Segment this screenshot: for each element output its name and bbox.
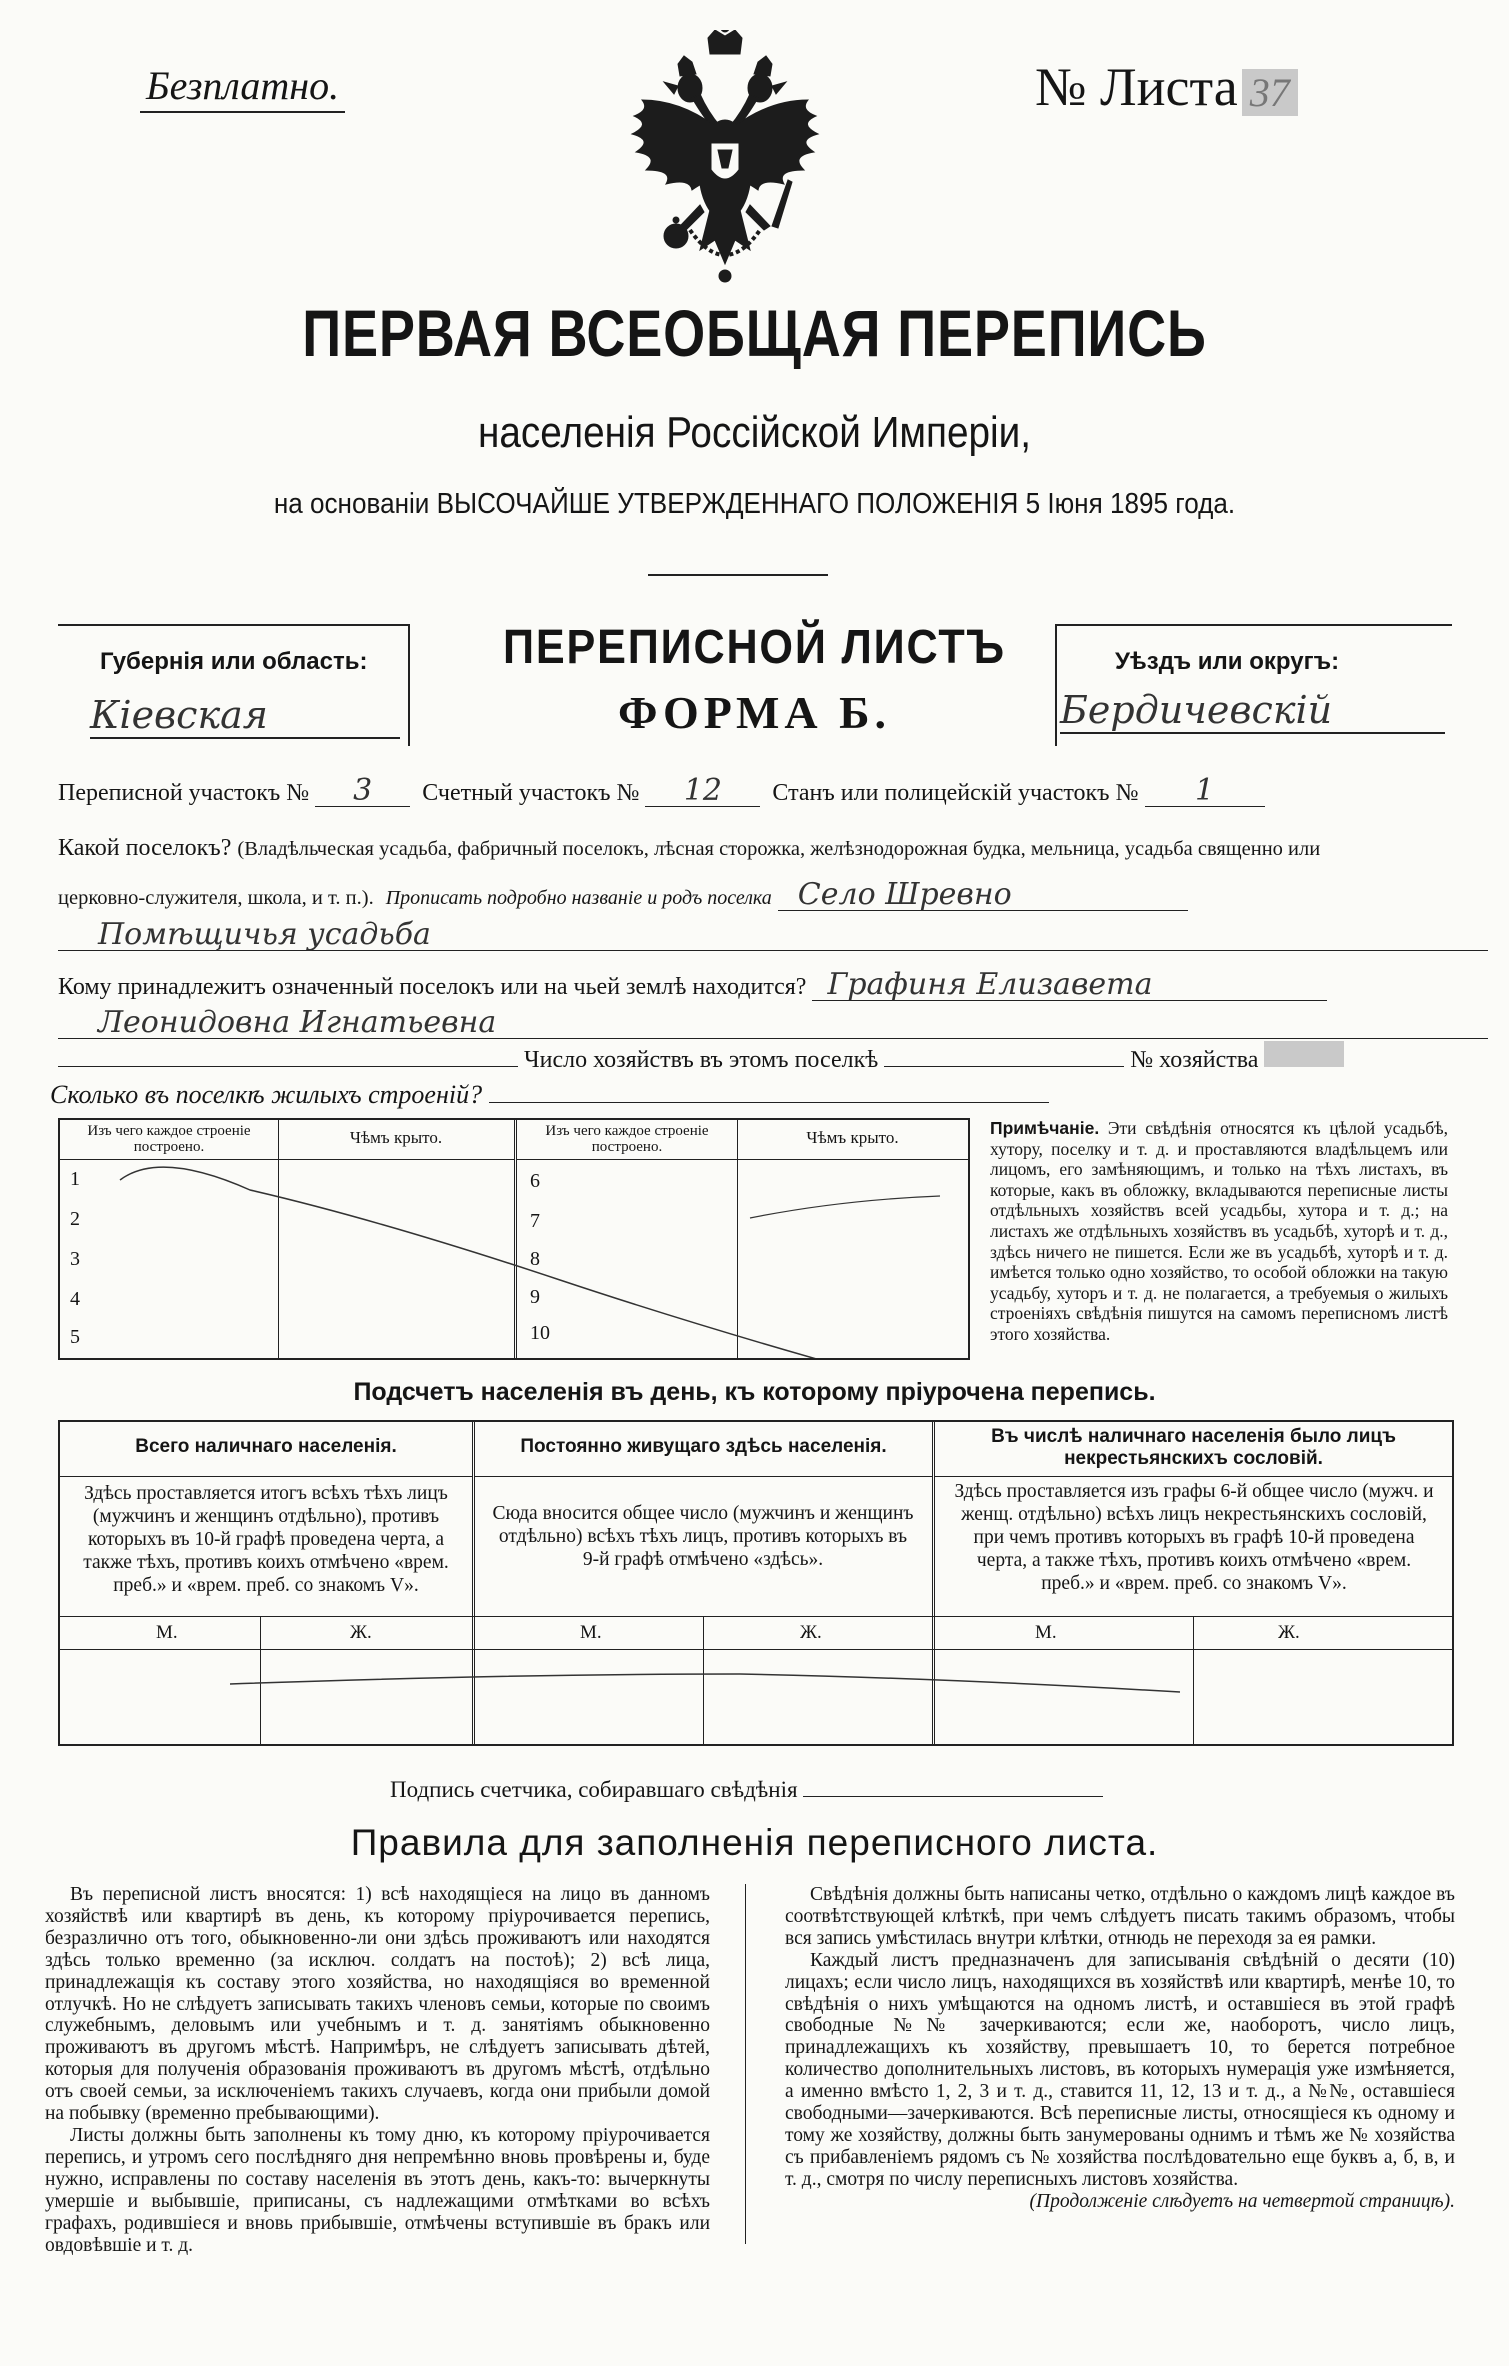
strike-through-marks	[60, 1120, 968, 1358]
counting-district-field[interactable]: 12	[645, 776, 760, 807]
population-table	[58, 1420, 1454, 1746]
rules-paragraph: Въ переписной листъ вносятся: 1) всѣ находящіеся на лицо въ данномъ хозяйствѣ или квартирѣ въ день, къ которому пріурочивается перепись, безразлично отъ того, обыкновенно-ли они здѣсь проживаютъ или находятся здѣсь только временно (за исключ. солдатъ на постоѣ); 2) всѣ лица, принадлежащія къ составу этого хозяйства, но находящіяся во временной отлучкѣ. Но не слѣдуетъ записывать такихъ членовъ семьи, которые по своимъ служебнымъ, деловымъ или учебнымъ и т. д. занятіямъ обыкновенно проживаютъ въ другомъ мѣстѣ. Напримѣръ, не слѣдуетъ записывать дѣтей, которыя для полученія образованія проживаютъ въ другомъ мѣстѣ, отдѣльно отъ своей семьи, за исключеніемъ такихъ случаевъ, когда они прибыли домой на побывку (временно пребывающими).	[45, 1884, 710, 2125]
row-number: 6	[530, 1170, 540, 1192]
stan-field[interactable]: 1	[1145, 776, 1265, 807]
sheet-number-label: № Листа	[1035, 57, 1238, 117]
uezd-field[interactable]: Бердичевскій	[1060, 688, 1445, 734]
male-label: М.	[1035, 1622, 1057, 1643]
households-blank[interactable]	[58, 1040, 518, 1067]
row-number: 4	[70, 1288, 80, 1310]
male-label: М.	[156, 1622, 178, 1643]
districts-line	[58, 773, 1265, 808]
rules-left-column	[45, 1884, 710, 2256]
continued-note: (Продолженіе слѣдуетъ на четвертой страницѣ).	[1029, 2190, 1455, 2212]
signature-line	[390, 1770, 1103, 1803]
household-no-field[interactable]	[1264, 1041, 1344, 1067]
rules-paragraph: Каждый листъ предназначенъ для записыванія свѣдѣній о десяти (10) лицахъ; если число лицъ, находящихся въ хозяйствѣ или квартирѣ, менѣе 10, то свѣдѣнія о нихъ умѣщаются на одномъ листѣ, и оставшіеся въ этой графѣ свободные №№ зачеркиваются; если же, наоборотъ, число лицъ, принадлежащихъ къ хозяйству, превышаетъ 10, то берется потребное количество дополнительныхъ листовъ, въ которыхъ нумерація уже измѣняется, а именно вмѣсто 1, 2, 3 и т. д., ставится 11, 12, 13 и т. д., а №№, оставшіеся свободными—зачеркиваются. Всѣ переписные листы, относящіеся къ одному и тому же хозяйству, должны быть занумерованы однимъ и тѣмъ же № хозяйства съ прибавленіемъ рядомъ съ № хозяйства послѣдовательно еще буквъ а, б, в, и т. д., смотря по числу переписныхъ листовъ хозяйства.	[785, 1949, 1455, 2190]
document-subtitle: населенія Россійской Имперіи,	[477, 408, 1032, 457]
col-material-header-2: Изъ чего каждое строеніе построено.	[517, 1120, 737, 1160]
row-number: 9	[530, 1286, 540, 1308]
rules-paragraph: Листы должны быть заполнены къ тому дню, къ которому пріурочивается перепись, и утромъ сего послѣдняго дня непремѣнно вновь провѣрены и, буде нужно, исправлены по составу населенія въ этотъ день, какъ-то: вычеркнуты умершіе и выбывшіе, приписаны, съ надлежащими отмѣтками во всѣхъ графахъ, родившіеся и вновь прибывшіе, отмѣчены вступившіе въ бракъ или овдовѣвшіе и т. д.	[45, 2124, 710, 2256]
col-nonpeasant-header: Въ числѣ наличнаго населенія было лицъ некрестьянскихъ сословій.	[935, 1422, 1452, 1477]
buildings-line	[50, 1076, 1049, 1110]
male-label: М.	[580, 1622, 602, 1643]
col-roof-header: Чѣмъ крыто.	[278, 1120, 514, 1160]
row-number: 3	[70, 1248, 80, 1270]
owner-line-2	[58, 1005, 1488, 1040]
col-total-header: Всего наличнаго населенія.	[60, 1422, 472, 1477]
sheet-number	[1035, 56, 1298, 118]
buildings-field[interactable]	[489, 1076, 1049, 1103]
rules-title: Правила для заполненія переписного листа.	[350, 1822, 1159, 1863]
uezd-label: Уѣздъ или округъ:	[1115, 648, 1340, 675]
document-title: ПЕРВАЯ ВСЕОБЩАЯ ПЕРЕПИСЬ	[302, 296, 1207, 370]
row-number: 2	[70, 1208, 80, 1230]
census-district-field[interactable]: 3	[315, 776, 410, 807]
row-number: 1	[70, 1168, 80, 1190]
guberniya-field[interactable]: Кіевская	[90, 693, 400, 739]
counting-district-label: Счетный участокъ №	[422, 780, 640, 806]
rules-paragraph: Свѣдѣнія должны быть написаны четко, отдѣльно о каждомъ лицѣ каждое въ соотвѣтствующей клѣткѣ, при чемъ слѣдуетъ писать такимъ образомъ, чтобы вся запись умѣстилась внутри клѣтки, отнюдь не переходя за ея рамки.	[785, 1884, 1455, 1949]
note-text: Эти свѣдѣнія относятся къ цѣлой усадьбѣ, хутору, поселку и т. д. и проставляются владѣльцемъ или лицомъ, его замѣняющимъ, и только на тѣхъ листахъ, въ которые, какъ въ обложку, вкладываются переписные листы отдѣльныхъ хозяйствъ всей усадьбы, хутора и т. д.; на листахъ же отдѣльныхъ хозяйствъ въ усадьбѣ, хуторѣ и т. д., здѣсь ничего не пишется. Если же въ усадьбѣ, хуторѣ и т. д. имѣется только одно хозяйство, то особой обложки на такую усадьбу, хуторъ и т. д. не полагается, а требуемыя о жилыхъ строеніяхъ свѣдѣнія пишутся на самомъ переписномъ листѣ этого хозяйства.	[990, 1118, 1448, 1344]
double-headed-eagle-icon	[620, 30, 830, 300]
col-total-desc: Здѣсь проставляется итогъ всѣхъ тѣхъ лицъ (мужчинъ и женщинъ отдѣльно), противъ которыхъ въ 10-й графѣ проведена черта, а также тѣхъ, противъ коихъ отмѣчено «врем. преб.» и «врем. преб. со знакомъ V».	[83, 1483, 449, 1596]
population-count-title: Подсчетъ населенія въ день, къ которому пріурочена перепись.	[353, 1378, 1156, 1406]
settlement-hint-2: церковно-служителя, школа, и т. п.).	[58, 887, 374, 909]
census-district-label: Переписной участокъ №	[58, 780, 310, 806]
divider	[648, 574, 828, 576]
settlement-hint: (Владѣльческая усадьба, фабричный поселокъ, лѣсная сторожка, желѣзнодорожная будка, мельница, усадьба священно или	[237, 838, 1321, 860]
column-divider	[745, 1884, 746, 2244]
settlement-line	[58, 835, 1320, 862]
note	[990, 1118, 1448, 1345]
stan-label: Станъ или полицейскій участокъ №	[772, 780, 1139, 806]
settlement-line-3	[58, 917, 1488, 952]
female-label: Ж.	[350, 1622, 372, 1643]
free-of-charge-label: Безплатно.	[140, 62, 345, 113]
households-line	[58, 1040, 1344, 1074]
legal-basis: на основаніи ВЫСОЧАЙШЕ УТВЕРЖДЕННАГО ПОЛОЖЕНІЯ 5 Іюня 1895 года.	[273, 488, 1236, 520]
female-label: Ж.	[1278, 1622, 1300, 1643]
strike-through-line	[60, 1422, 1452, 1744]
form-name: ФОРМА Б.	[617, 687, 892, 738]
settlement-label: Какой поселокъ?	[58, 835, 232, 861]
buildings-table	[58, 1118, 970, 1360]
owner-line	[58, 967, 1327, 1002]
owner-field[interactable]: Графиня Елизавета	[812, 970, 1327, 1001]
settlement-field-2[interactable]: Помѣщичья усадьба	[58, 920, 1488, 951]
col-nonpeasant-desc: Здѣсь проставляется изъ графы 6-й общее число (мужч. и женщ. отдѣльно) всѣхъ лицъ некрестьянскихъ сословій, при чемъ противъ которыхъ въ графѣ 10-й проведена черта, а также тѣхъ, противъ коихъ отмѣчено «врем. преб.» и «врем. преб. со знакомъ V».	[954, 1481, 1434, 1594]
row-number: 10	[530, 1322, 550, 1344]
row-number: 7	[530, 1210, 540, 1232]
buildings-label: Сколько въ поселкѣ жилыхъ строеній?	[50, 1080, 483, 1109]
owner-field-2[interactable]: Леонидовна Игнатьевна	[58, 1008, 1488, 1039]
household-no-label: № хозяйства	[1130, 1047, 1259, 1073]
female-label: Ж.	[800, 1622, 822, 1643]
sheet-title: ПЕРЕПИСНОЙ ЛИСТЪ	[503, 621, 1006, 674]
row-number: 8	[530, 1248, 540, 1270]
rules-right-column	[785, 1884, 1455, 2213]
row-number: 5	[70, 1326, 80, 1348]
col-permanent-desc: Сюда вносится общее число (мужчинъ и женщинъ отдѣльно) всѣхъ тѣхъ лицъ, противъ которыхъ въ 9-й графѣ отмѣчено «здѣсь».	[492, 1503, 914, 1570]
settlement-instruction: Прописать подробно названіе и родъ поселка	[385, 887, 772, 909]
col-permanent-header: Постоянно живущаго здѣсь населенія.	[475, 1422, 932, 1477]
settlement-field[interactable]: Село Шревно	[778, 880, 1188, 911]
sheet-number-value: 37	[1242, 69, 1298, 116]
col-roof-header-2: Чѣмъ крыто.	[737, 1120, 968, 1160]
settlement-line-2	[58, 877, 1188, 912]
signature-field[interactable]	[803, 1770, 1103, 1797]
households-field[interactable]	[884, 1040, 1124, 1067]
col-material-header: Изъ чего каждое строеніе построено.	[60, 1120, 278, 1160]
households-label: Число хозяйствъ въ этомъ поселкѣ	[524, 1047, 879, 1073]
note-label: Примѣчаніе.	[990, 1118, 1100, 1138]
owner-label: Кому принадлежитъ означенный поселокъ или на чьей землѣ находится?	[58, 974, 807, 1000]
guberniya-label: Губернія или область:	[100, 648, 368, 675]
signature-label: Подпись счетчика, собиравшаго свѣдѣнія	[390, 1777, 798, 1802]
